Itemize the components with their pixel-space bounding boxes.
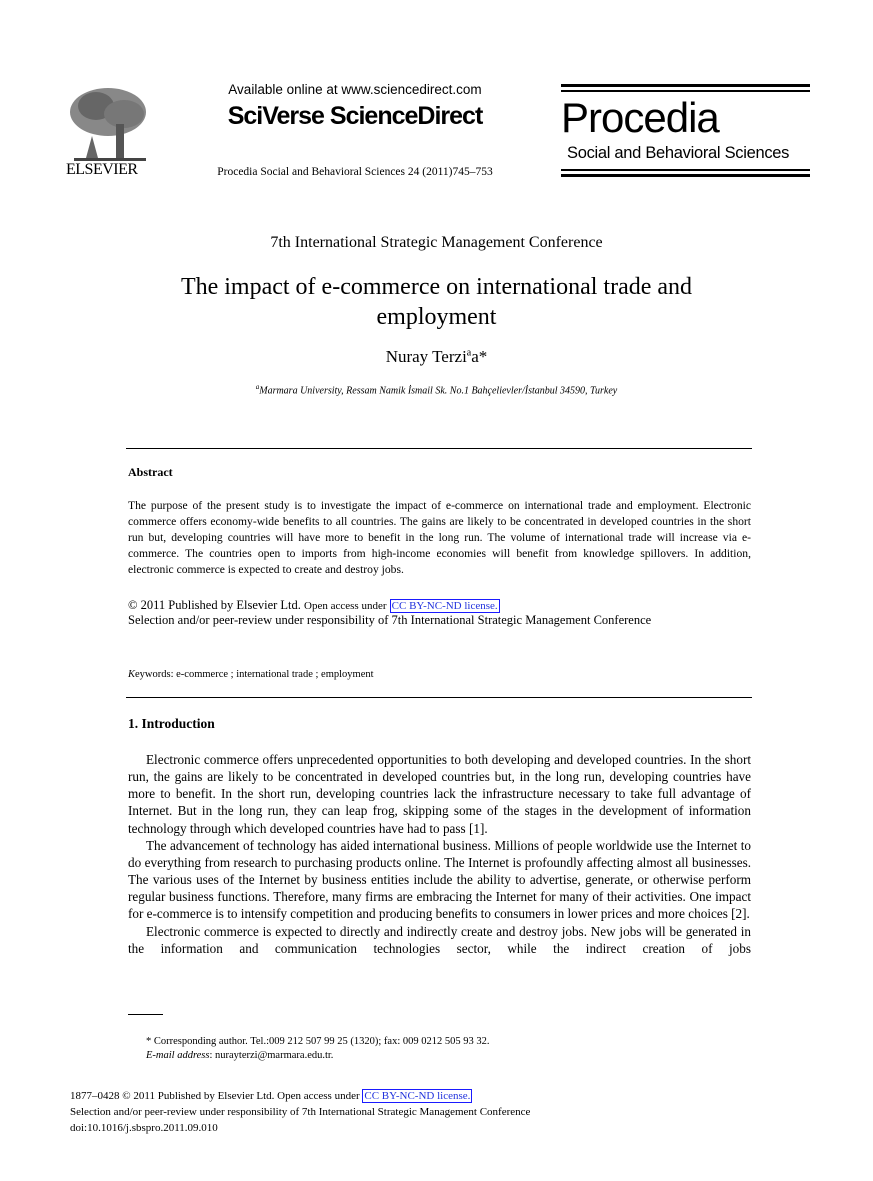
footer-peer-review: Selection and/or peer-review under responsibility of 7th International Strategic Management Conference (70, 1106, 531, 1118)
license-link[interactable]: CC BY-NC-ND license. (391, 600, 498, 612)
abstract-heading: Abstract (128, 465, 173, 479)
footer-doi: doi:10.1016/j.sbspro.2011.09.010 (70, 1122, 218, 1134)
paper-title: The impact of e-commerce on international trade and employment (180, 274, 693, 330)
paragraph: The advancement of technology has aided international business. Millions of people worldwide use the Internet to do everything from research to purchasing products online. The Internet is profoundly affecting almost all businesses. The various uses of the Internet by business entities include the ability to advertise, generate, or otherwise perform regular business functions. Therefore, many firms are embracing the Internet for many of their activities. One impact for e-commerce is to intensify competition and producing benefits to consumers in lower prices and more choices [2]. (128, 837, 751, 922)
author: Nuray Terzi$^a$a* (385, 347, 488, 366)
abstract-peer-review: Selection and/or peer-review under responsibility of 7th International Strategic Management Conference (128, 613, 652, 627)
procedia-logo: Procedia Social and Behavioral Sciences (561, 84, 810, 180)
journal-citation: Procedia Social and Behavioral Sciences 24 (2011)745–753 (217, 166, 493, 178)
affiliation: $^a$Marmara University, Ressam Namik İsmail Sk. No.1 Bahçelievler/İstanbul 34590, Turkey (255, 383, 618, 397)
abstract-copyright: © 2011 Published by Elsevier Ltd. Open access under CC BY-NC-ND license. (128, 598, 498, 612)
footer-copyright: 1877–0428 © 2011 Published by Elsevier Ltd. Open access under CC BY-NC-ND license. (70, 1090, 471, 1102)
available-online: Available online at www.sciencedirect.com (228, 82, 482, 97)
footnote-corresponding: * Corresponding author. Tel.:009 212 507 99 25 (1320); fax: 009 0212 505 93 32. (146, 1036, 490, 1047)
sciencedirect-logo: SciVerse ScienceDirect (227, 102, 483, 130)
footer-license-link[interactable]: CC BY-NC-ND license. (364, 1090, 471, 1102)
footnote-rule (128, 1014, 163, 1015)
paragraph: Electronic commerce offers unprecedented opportunities to both developing and developed countries. In the short run, the gains are likely to be concentrated in developed countries but, in the long run, developing countries have more to benefit. In the short run, developing countries lack the infrastructure necessary to take full advantage of Internet. But in the long run, they can leap frog, skipping some of the stages in the development of information technology through which developed countries have had to pass [1]. (128, 752, 751, 836)
section-body (128, 751, 751, 957)
paragraph: Electronic commerce is expected to directly and indirectly create and destroy jobs. New jobs will be generated in the information and communication technologies sector, while the indirect creation of jobs (128, 923, 751, 956)
elsevier-tree-icon (66, 84, 154, 162)
abstract-text: The purpose of the present study is to investigate the impact of e-commerce on international trade and employment. Electronic commerce offers economy-wide benefits to all countries. The gains are likely to be concentrated in developed countries in the short run but, developing countries will have more to benefit in the long run. The volume of international trade will increase via e-commerce. The countries open to imports from high-income economies will benefit from knowledge spillovers. In addition, electronic commerce is expected to create and destroy jobs. (128, 499, 751, 577)
section-heading: 1. Introduction (128, 716, 215, 731)
keywords: Keywords: e-commerce ; international trade ; employment (128, 669, 374, 680)
divider (126, 448, 752, 449)
elsevier-logo (66, 84, 154, 179)
divider (126, 697, 752, 698)
elsevier-wordmark: ELSEVIER (66, 161, 138, 178)
conference-name: 7th International Strategic Management Conference (270, 234, 603, 251)
footnote-email: E-mail address: nurayterzi@marmara.edu.tr. (146, 1050, 334, 1061)
